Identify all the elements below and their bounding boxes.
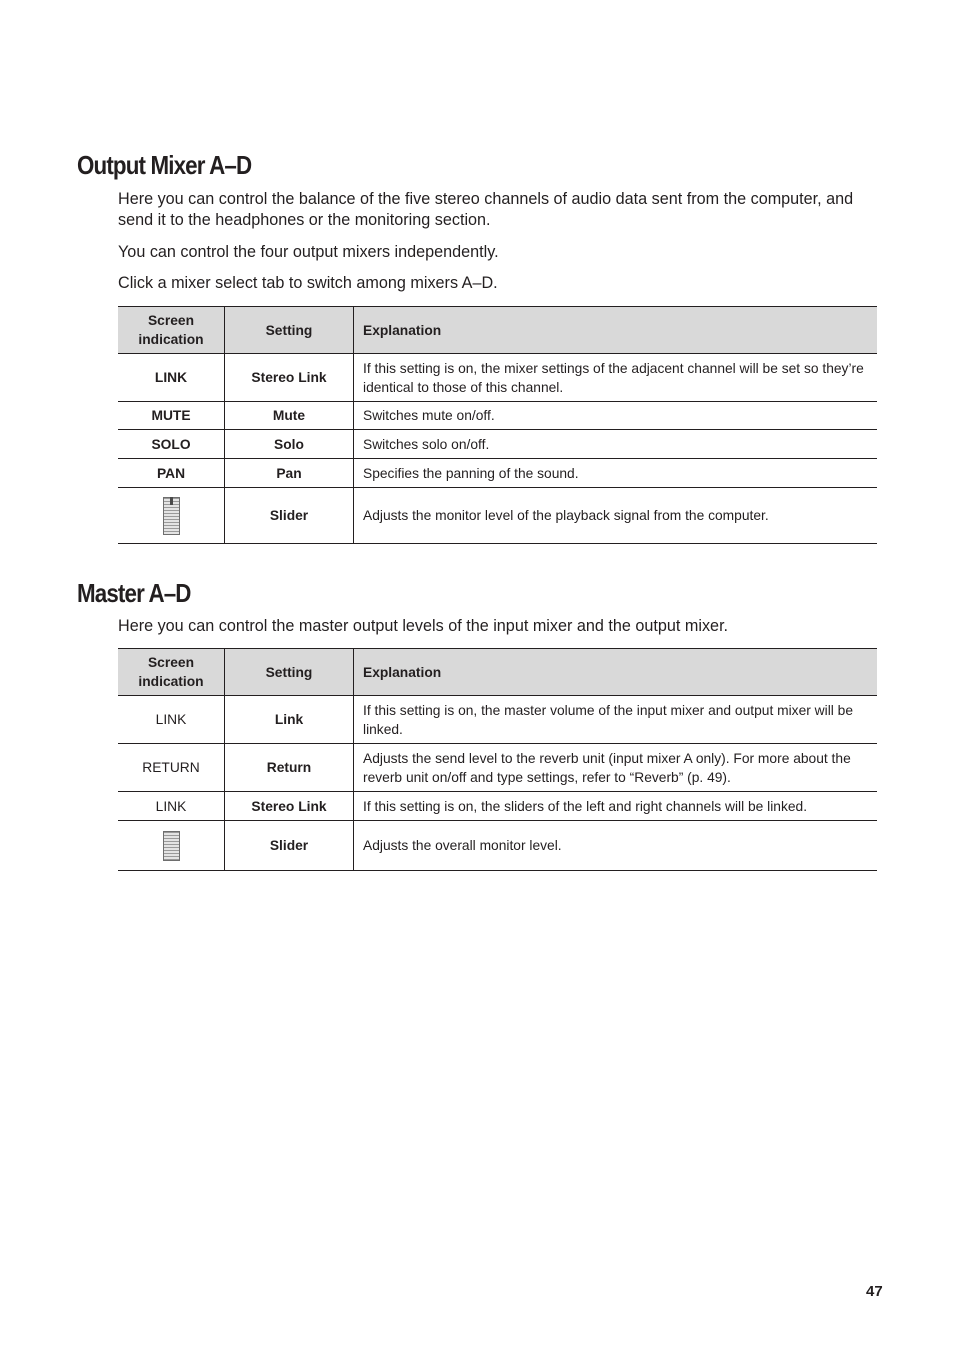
screen-indication-cell: LINK [118,696,225,744]
setting-cell: Mute [225,402,354,430]
table-row [118,354,877,402]
explanation-cell: Adjusts the send level to the reverb unit (input mixer A only). For more about the reverb unit on/off and type settings, refer to “Reverb” (p. 49). [354,744,878,792]
page-number: 47 [866,1283,883,1300]
table-row [118,744,877,792]
setting-cell: Link [225,696,354,744]
header-screen-indication: Screen indication [118,307,225,354]
explanation-cell: If this setting is on, the master volume of the input mixer and output mixer will be linked. [354,696,878,744]
section-title-master: Master A–D [77,578,191,608]
screen-indication-cell [118,488,225,544]
master-intro: Here you can control the master output levels of the input mixer and the output mixer. [118,617,729,635]
setting-cell: Pan [225,459,354,488]
table-header-row [118,649,877,696]
table-header-row [118,307,877,354]
explanation-cell: Adjusts the overall monitor level. [354,821,878,871]
table-row [118,459,877,488]
explanation-cell: Specifies the panning of the sound. [354,459,878,488]
table-row [118,821,877,871]
master-table [118,648,877,871]
output-mixer-table [118,306,877,544]
slider-icon [163,497,180,535]
setting-cell: Stereo Link [225,354,354,402]
screen-indication-cell: MUTE [118,402,225,430]
slider-icon [163,831,180,861]
table-row [118,430,877,459]
section-title-output-mixer: Output Mixer A–D [77,150,252,180]
table-row [118,402,877,430]
header-setting: Setting [225,649,354,696]
output-mixer-intro: Here you can control the balance of the five stereo channels of audio data sent from the computer, and send it to the headphones or the monitoring section. [118,190,854,229]
output-mixer-independent: You can control the four output mixers independently. [118,243,499,261]
setting-cell: Slider [225,821,354,871]
header-explanation: Explanation [354,307,878,354]
explanation-cell: Adjusts the monitor level of the playback signal from the computer. [354,488,878,544]
screen-indication-cell: PAN [118,459,225,488]
header-setting: Setting [225,307,354,354]
setting-cell: Stereo Link [225,792,354,821]
screen-indication-cell: RETURN [118,744,225,792]
output-mixer-tab-note: Click a mixer select tab to switch among mixers A–D. [118,274,498,292]
setting-cell: Solo [225,430,354,459]
header-explanation: Explanation [354,649,878,696]
screen-indication-cell [118,821,225,871]
table-row [118,488,877,544]
screen-indication-cell: LINK [118,354,225,402]
screen-indication-cell: LINK [118,792,225,821]
explanation-cell: Switches solo on/off. [354,430,878,459]
explanation-cell: If this setting is on, the sliders of the left and right channels will be linked. [354,792,878,821]
explanation-cell: If this setting is on, the mixer settings of the adjacent channel will be set so they’re identical to those of this channel. [354,354,878,402]
screen-indication-cell: SOLO [118,430,225,459]
table-row [118,696,877,744]
header-screen-indication: Screen indication [118,649,225,696]
setting-cell: Return [225,744,354,792]
table-row [118,792,877,821]
setting-cell: Slider [225,488,354,544]
explanation-cell: Switches mute on/off. [354,402,878,430]
